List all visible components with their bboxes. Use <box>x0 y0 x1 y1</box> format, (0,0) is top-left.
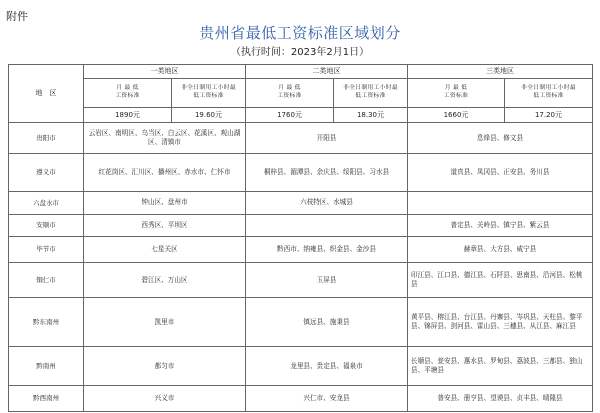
tier2-counties: 六枝特区、水城县 <box>246 192 408 214</box>
hourly-wage-value: 18.30元 <box>334 108 408 123</box>
tier2-counties: 玉屏县 <box>246 263 408 298</box>
tier3-counties: 赫章县、大方县、威宁县 <box>408 236 593 263</box>
monthly-wage-label: 月 最 低 工资标准 <box>408 78 505 108</box>
table-row <box>9 192 593 214</box>
prefecture-cell: 安顺市 <box>9 214 84 236</box>
hourly-wage-value: 19.60元 <box>172 108 246 123</box>
minimum-wage-table <box>8 64 593 412</box>
tier-header: 三类地区 <box>408 65 593 79</box>
monthly-wage-label: 月 最 低 工资标准 <box>246 78 334 108</box>
monthly-wage-value: 1760元 <box>246 108 334 123</box>
monthly-wage-value: 1890元 <box>84 108 172 123</box>
monthly-wage-value: 1660元 <box>408 108 505 123</box>
tier2-counties: 镇远县、施秉县 <box>246 298 408 347</box>
tier1-counties: 云岩区、南明区、乌当区、白云区、花溪区、观山湖区、清镇市 <box>84 123 246 154</box>
tier3-counties: 普定县、关岭县、镇宁县、紫云县 <box>408 214 593 236</box>
page-title: 贵州省最低工资标准区域划分 <box>199 24 401 42</box>
tier3-counties <box>408 192 593 214</box>
tier3-counties: 印江县、江口县、德江县、石阡县、思南县、沿河县、松桃县 <box>408 263 593 298</box>
table-row <box>9 386 593 412</box>
tier1-counties: 七星关区 <box>84 236 246 263</box>
prefecture-cell: 贵阳市 <box>9 123 84 154</box>
prefecture-cell: 铜仁市 <box>9 263 84 298</box>
tier2-counties: 黔西市、纳雍县、织金县、金沙县 <box>246 236 408 263</box>
effective-date-subtitle: （执行时间：2023年2月1日） <box>230 47 370 58</box>
table-row <box>9 123 593 154</box>
hourly-wage-value: 17.20元 <box>505 108 593 123</box>
table-row <box>9 263 593 298</box>
prefecture-cell: 六盘水市 <box>9 192 84 214</box>
tier2-counties: 兴仁市、安龙县 <box>246 386 408 412</box>
tier1-counties: 西秀区、平坝区 <box>84 214 246 236</box>
tier3-counties: 道真县、凤冈县、正安县、务川县 <box>408 154 593 192</box>
tier3-counties: 黄平县、榕江县、台江县、丹寨县、岑巩县、天柱县、黎平县、锦屏县、剑河县、雷山县、三穗县、从江县、麻江县 <box>408 298 593 347</box>
tier1-counties: 钟山区、盘州市 <box>84 192 246 214</box>
attachment-label: 附件 <box>6 10 28 23</box>
prefecture-cell: 黔南州 <box>9 347 84 386</box>
hourly-wage-label: 非全日制用工小时最 低工资标准 <box>334 78 408 108</box>
tier2-counties <box>246 214 408 236</box>
tier-header: 二类地区 <box>246 65 408 79</box>
prefecture-cell: 遵义市 <box>9 154 84 192</box>
tier1-counties: 兴义市 <box>84 386 246 412</box>
tier2-counties: 龙里县、贵定县、福泉市 <box>246 347 408 386</box>
tier3-counties: 息烽县、修文县 <box>408 123 593 154</box>
tier2-counties: 开阳县 <box>246 123 408 154</box>
monthly-wage-label: 月 最 低 工资标准 <box>84 78 172 108</box>
region-header: 地 区 <box>9 65 84 123</box>
tier1-counties: 红花岗区、汇川区、播州区、赤水市、仁怀市 <box>84 154 246 192</box>
prefecture-cell: 黔西南州 <box>9 386 84 412</box>
tier2-counties: 桐梓县、湄潭县、余庆县、绥阳县、习水县 <box>246 154 408 192</box>
tier1-counties: 都匀市 <box>84 347 246 386</box>
table-row <box>9 298 593 347</box>
table-row <box>9 347 593 386</box>
prefecture-cell: 黔东南州 <box>9 298 84 347</box>
tier1-counties: 碧江区、万山区 <box>84 263 246 298</box>
tier1-counties: 凯里市 <box>84 298 246 347</box>
tier3-counties: 普安县、册亨县、望谟县、贞丰县、晴隆县 <box>408 386 593 412</box>
tier3-counties: 长顺县、瓮安县、惠水县、罗甸县、荔波县、三都县、独山县、平塘县 <box>408 347 593 386</box>
hourly-wage-label: 非全日制用工小时最 低工资标准 <box>172 78 246 108</box>
table-row <box>9 214 593 236</box>
prefecture-cell: 毕节市 <box>9 236 84 263</box>
tier-header: 一类地区 <box>84 65 246 79</box>
table-row <box>9 236 593 263</box>
hourly-wage-label: 非全日制用工小时最 低工资标准 <box>505 78 593 108</box>
table-row <box>9 154 593 192</box>
